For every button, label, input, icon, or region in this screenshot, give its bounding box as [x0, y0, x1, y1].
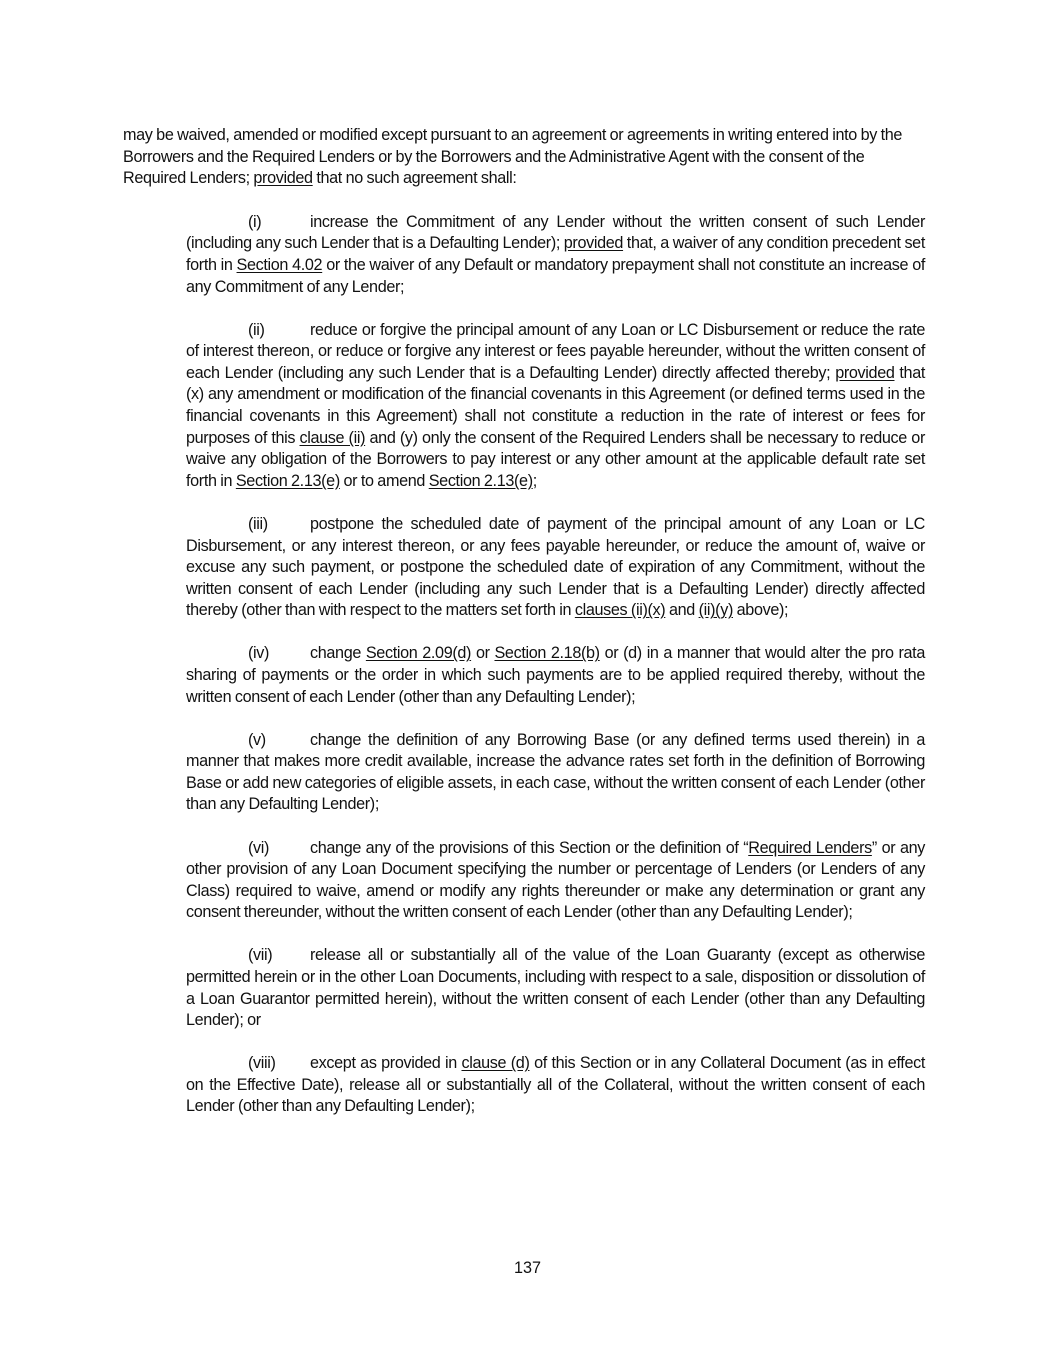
clause-number: (v)	[248, 730, 266, 749]
clause-i	[186, 212, 925, 298]
clause-number: (vi)	[248, 838, 270, 857]
provided-term: provided	[563, 234, 624, 253]
clause-text: that, a waiver of any condition precedent set forth in	[186, 234, 925, 274]
clause-text: change any of the provisions of this Section or the definition of “	[310, 838, 749, 857]
clause-iv	[186, 643, 925, 708]
clause-text: or to amend	[339, 471, 429, 490]
intro-text: may be waived, amended or modified except pursuant to an agreement or agreements in writing entered into by the Borrowers and the Required Lenders or by the Borrowers and the Administrative Agent with the consent of the Required Lenders;	[123, 126, 903, 188]
clause-v	[186, 730, 925, 816]
clause-text: of this Section or in any Collateral Document (as in effect on the Effective Date), release all or substantially all of the Collateral, without the written consent of each Lender (other than any Defaulting Lender);	[186, 1054, 925, 1116]
section-reference: Section 2.13(e)	[235, 471, 340, 490]
clause-text: above);	[733, 601, 789, 620]
intro-text-end: that no such agreement shall:	[312, 169, 517, 188]
page-number: 137	[513, 1259, 541, 1277]
clause-text: and (y) only the consent of the Required Lenders shall be necessary to reduce or waive any obligation of the Borrowers to pay interest or any other amount at the applicable default rate set forth in	[186, 428, 926, 490]
clause-number: (ii)	[248, 320, 265, 339]
clause-text: increase the Commitment of any Lender without the written consent of such Lender (including any such Lender that is a Defaulting Lender);	[186, 212, 925, 253]
clause-number: (iv)	[248, 644, 270, 663]
clause-ii	[186, 320, 925, 493]
clause-number: (viii)	[248, 1054, 276, 1073]
clause-text: or	[471, 644, 495, 663]
clause-reference: clause (ii)	[299, 428, 366, 447]
clause-number: (i)	[248, 212, 262, 231]
clause-reference: clauses (ii)(x)	[574, 601, 666, 620]
provided-term: provided	[835, 363, 895, 382]
clause-iii	[186, 514, 925, 622]
clause-text: postpone the scheduled date of payment of the principal amount of any Loan or LC Disbursement, or any interest thereon, or any fees payable hereunder, or reduce the amount of, waive or excuse any such payment, or postpone the scheduled date of expiration of any Commitment, without the written consent of each Lender (including any such Lender that is a Defaulting Lender) directly affected thereby (other than with respect to the matters set forth in	[186, 514, 925, 620]
clause-reference: (ii)(y)	[698, 601, 733, 620]
section-reference: Section 4.02	[236, 255, 323, 274]
clause-text: change	[310, 644, 366, 663]
clause-text: or the waiver of any Default or mandatory prepayment shall not constitute an increase of any Commitment of any Lender;	[186, 255, 925, 296]
section-reference: Section 2.09(d)	[365, 644, 472, 663]
clause-text: ;	[532, 471, 537, 490]
clause-text: that (x) any amendment or modification of the financial covenants in this Agreement (or defined terms used in the financial covenants in this Agreement) shall not constitute a reduction in the rate of interest or fees for purposes of this	[186, 363, 926, 447]
clause-text: ” or any other provision of any Loan Document specifying the number or percentage of Lenders (or Lenders of any Class) required to waive, amend or modify any rights thereunder or make any determination or grant any consent thereunder, without the written consent of each Lender (other than any Defaulting Lender);	[186, 838, 925, 922]
clause-number: (iii)	[248, 514, 268, 533]
clause-text: reduce or forgive the principal amount of any Loan or LC Disbursement or reduce the rate of interest thereon, or reduce or forgive any interest or fees payable hereunder, without the written consent of each Lender (including any such Lender that is a Defaulting Lender) directly affected thereby;	[186, 320, 925, 382]
document-body	[123, 125, 925, 1140]
clause-vii	[186, 945, 925, 1031]
clause-viii	[186, 1053, 925, 1118]
provided-term: provided	[253, 169, 313, 188]
clause-reference: clause (d)	[461, 1054, 530, 1073]
clause-text: and	[665, 601, 699, 620]
clause-text: release all or substantially all of the value of the Loan Guaranty (except as otherwise permitted herein or in the other Loan Documents, including with respect to a sale, disposition or dissolution of a Loan Guarantor permitted herein), without the written consent of each Lender (other than any Defaulting Lender); or	[186, 946, 925, 1030]
section-reference: Section 2.18(b)	[494, 644, 600, 663]
intro-paragraph	[123, 125, 925, 190]
clause-vi	[186, 838, 925, 924]
defined-term: Required Lenders	[748, 838, 872, 857]
clause-text: or (d) in a manner that would alter the pro rata sharing of payments or the order in which such payments are to be applied required thereby, without the written consent of each Lender (other than any Defaulting Lender);	[186, 644, 925, 706]
clause-number: (vii)	[248, 946, 273, 965]
clause-text: change the definition of any Borrowing Base (or any defined terms used therein) in a manner that makes more credit available, increase the advance rates set forth in the definition of Borrowing Base or add new categories of eligible assets, in each case, without the written consent of each Lender (other than any Defaulting Lender);	[186, 730, 925, 814]
clause-text: except as provided in	[310, 1054, 462, 1073]
section-reference: Section 2.13(e)	[428, 471, 533, 490]
